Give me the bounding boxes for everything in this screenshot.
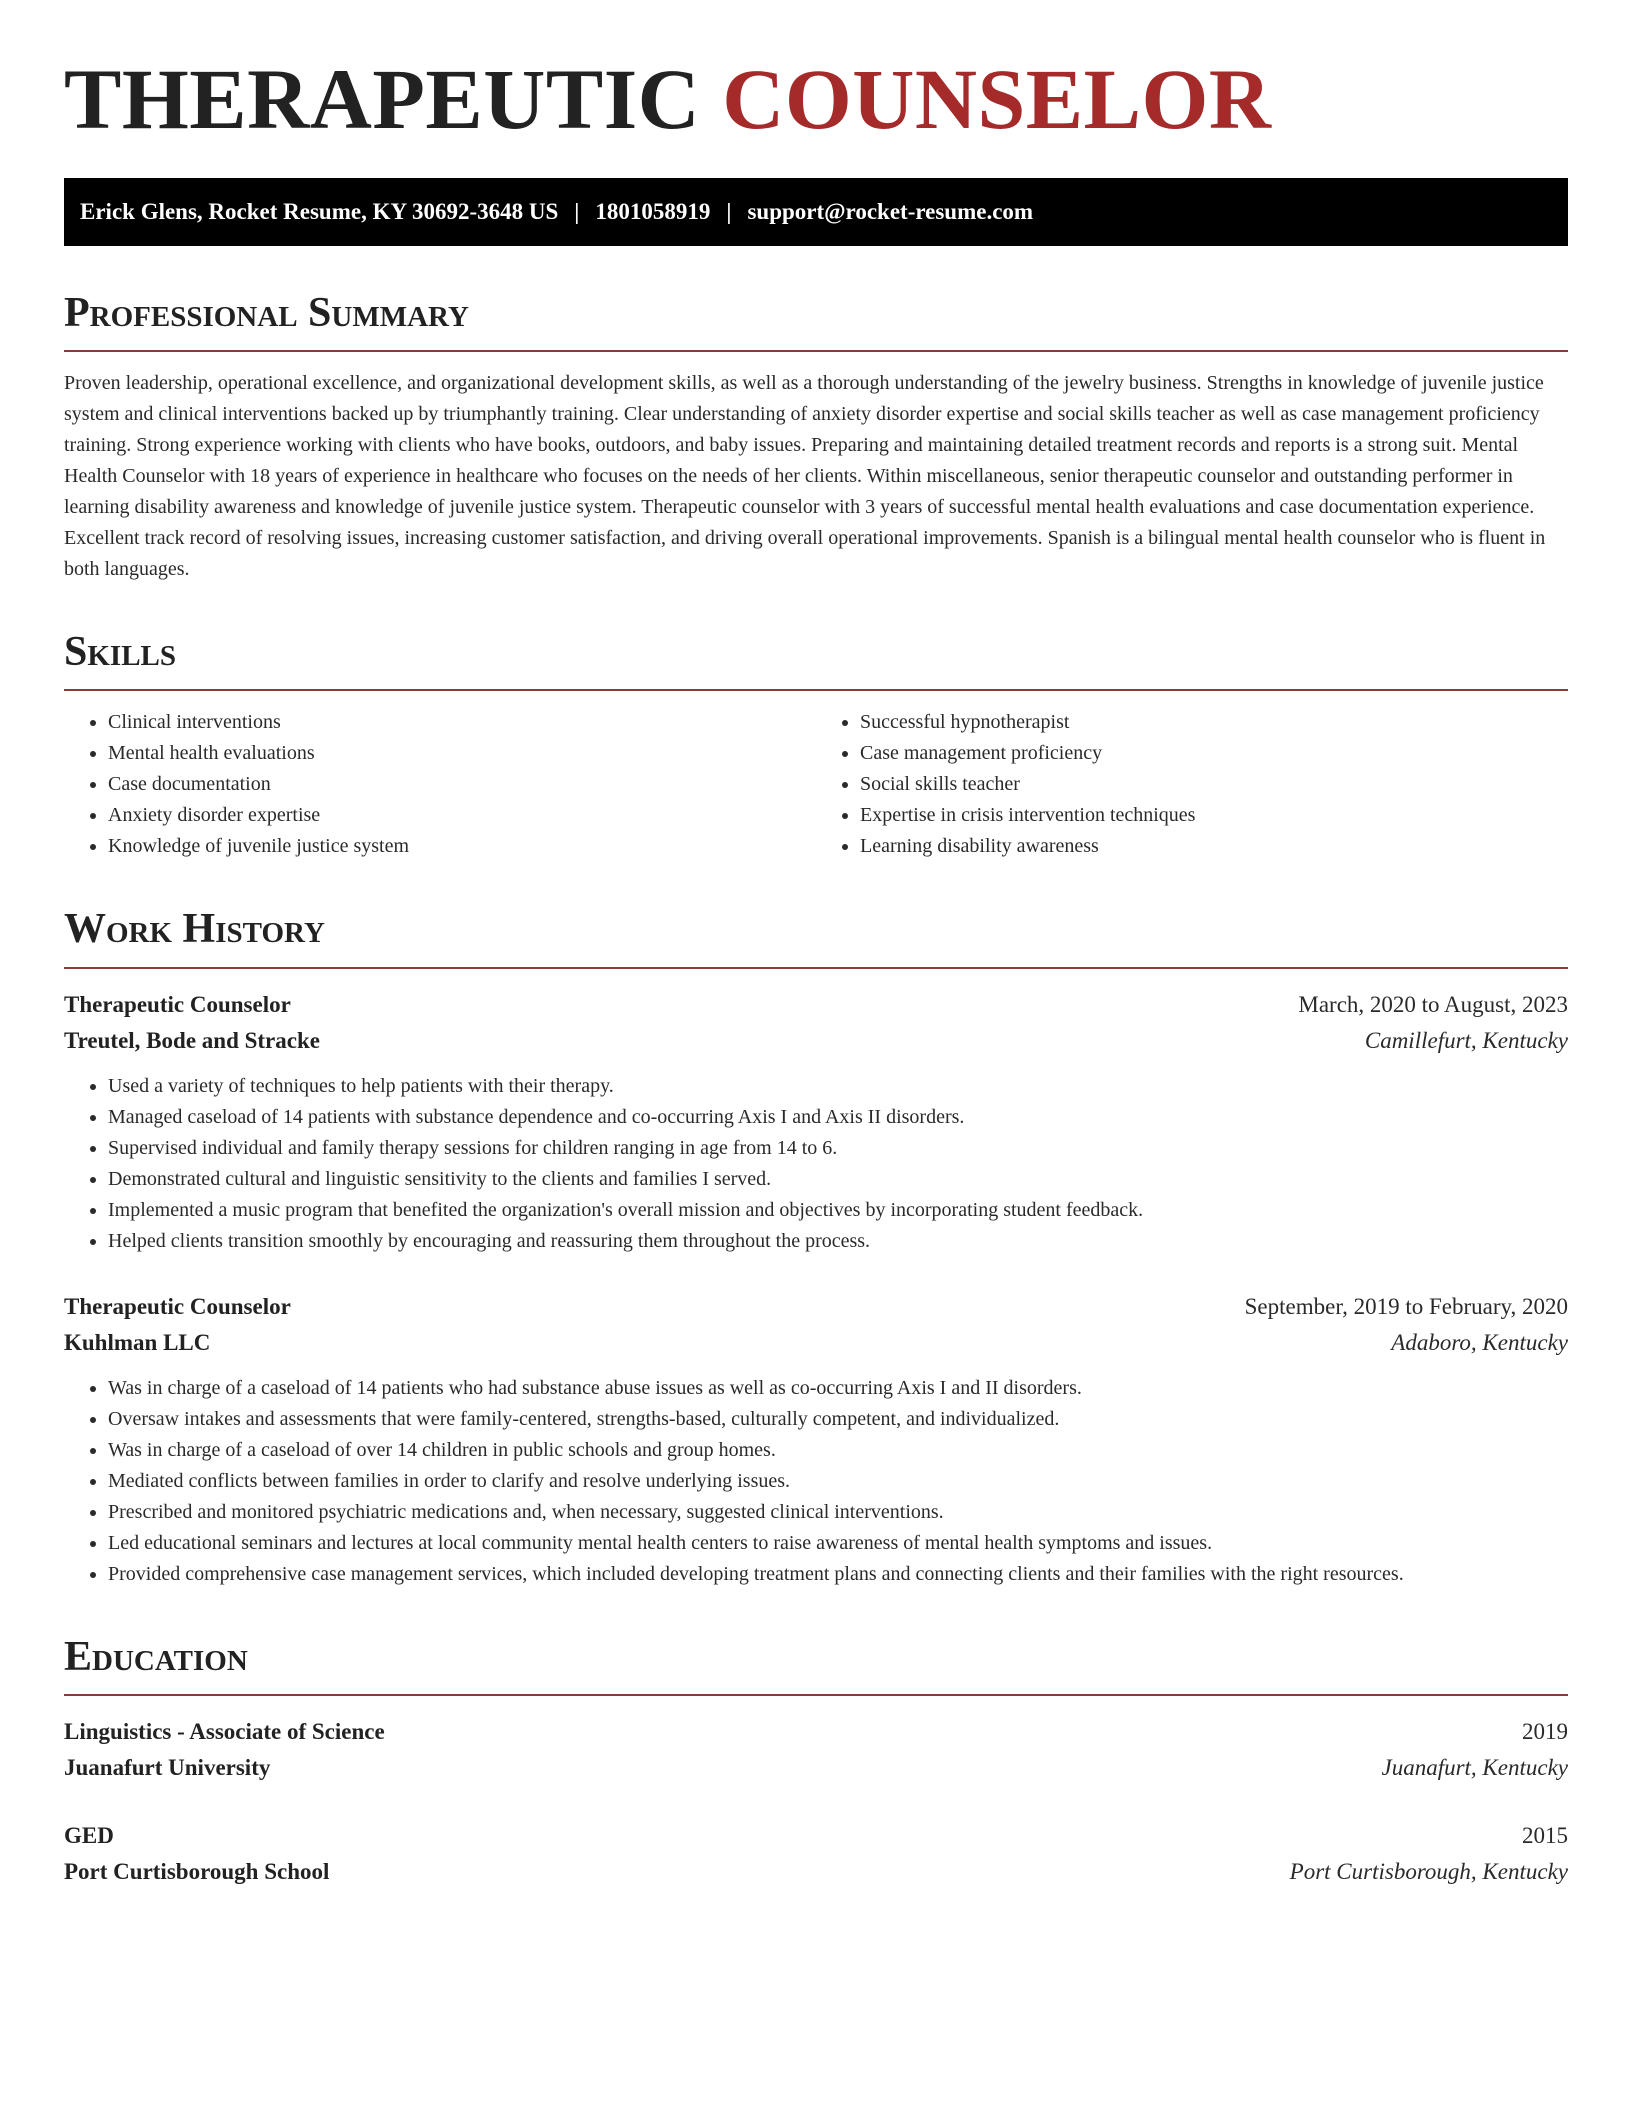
job-location: Camillefurt, Kentucky: [1364, 1027, 1568, 1053]
education-location: Juanafurt, Kentucky: [1381, 1754, 1568, 1780]
education-school-row: [64, 1854, 1568, 1890]
job-bullet: • Used a variety of techniques to help patients with their therapy.: [108, 1071, 1568, 1102]
job-company: Kuhlman LLC: [64, 1329, 211, 1355]
contact-bar: [64, 178, 1568, 246]
title-part-2: COUNSELOR: [722, 51, 1272, 147]
skills-list-right: [816, 707, 1568, 862]
contact-phone[interactable]: 1801058919: [595, 199, 711, 224]
job-bullet: • Mediated conflicts between families in order to clarify and resolve underlying issues.: [108, 1466, 1568, 1497]
job-location: Adaboro, Kentucky: [1391, 1329, 1568, 1355]
work-history-section: [64, 906, 1568, 1589]
skill-item: • Case management proficiency: [860, 738, 1568, 769]
contact-address: Erick Glens, Rocket Resume, KY 30692-3648 US: [80, 199, 559, 224]
section-divider: [64, 967, 1568, 969]
section-heading-work-history: Work History: [64, 906, 325, 953]
education-year: 2015: [1522, 1822, 1568, 1848]
job-bullet: • Prescribed and monitored psychiatric medications and, when necessary, suggested clinical interventions.: [108, 1497, 1568, 1528]
skill-item: • Anxiety disorder expertise: [108, 800, 816, 831]
resume-title: [64, 51, 1568, 147]
section-divider: [64, 350, 1568, 352]
education-school: Juanafurt University: [64, 1754, 271, 1780]
resume-page: [64, 0, 1568, 1890]
job-company-row: [64, 1023, 1568, 1059]
skill-item: • Learning disability awareness: [860, 831, 1568, 862]
job-company-row: [64, 1325, 1568, 1361]
job-entry: [64, 987, 1568, 1257]
skills-list-left: [64, 707, 816, 862]
skill-item: • Expertise in crisis intervention techniques: [860, 800, 1568, 831]
contact-separator: |: [726, 199, 732, 224]
summary-section: [64, 290, 1568, 585]
job-header-row: [64, 987, 1568, 1023]
education-entry: [64, 1714, 1568, 1786]
section-heading-education: Education: [64, 1633, 248, 1680]
skill-item: • Social skills teacher: [860, 769, 1568, 800]
section-heading-skills: Skills: [64, 629, 177, 676]
section-heading-summary: Professional Summary: [64, 290, 469, 336]
education-degree: Linguistics - Associate of Science: [64, 1718, 385, 1744]
education-school: Port Curtisborough School: [64, 1858, 330, 1884]
education-degree-row: [64, 1714, 1568, 1750]
education-year: 2019: [1522, 1718, 1568, 1744]
skill-item: • Mental health evaluations: [108, 738, 816, 769]
skill-item: • Clinical interventions: [108, 707, 816, 738]
contact-email[interactable]: support@rocket-resume.com: [747, 199, 1034, 224]
section-divider: [64, 1694, 1568, 1696]
skills-section: [64, 629, 1568, 862]
job-bullet: • Helped clients transition smoothly by encouraging and reassuring them throughout the process.: [108, 1226, 1568, 1257]
job-bullet: • Supervised individual and family therapy sessions for children ranging in age from 14 to 6.: [108, 1133, 1568, 1164]
education-entry: [64, 1818, 1568, 1890]
job-dates: September, 2019 to February, 2020: [1244, 1293, 1568, 1319]
education-degree: GED: [64, 1822, 114, 1848]
job-title: Therapeutic Counselor: [64, 991, 291, 1017]
education-school-row: [64, 1750, 1568, 1786]
education-section: [64, 1634, 1568, 1890]
education-degree-row: [64, 1818, 1568, 1854]
job-company: Treutel, Bode and Stracke: [64, 1027, 320, 1053]
title-part-1: THERAPEUTIC: [64, 51, 701, 147]
education-location: Port Curtisborough, Kentucky: [1289, 1858, 1568, 1884]
skill-item: • Successful hypnotherapist: [860, 707, 1568, 738]
job-bullet: • Oversaw intakes and assessments that were family-centered, strengths-based, culturally competent, and individualized.: [108, 1404, 1568, 1435]
summary-text: Proven leadership, operational excellence, and organizational development skills, as well as a thorough understanding of the jewelry business. Strengths in knowledge of juvenile justice system and clinical interventions backed up by triumphantly training. Clear understanding of anxiety disorder expertise and social skills teacher as well as case management proficiency training. Strong experience working with clients who have books, outdoors, and baby issues. Preparing and maintaining detailed treatment records and reports is a strong suit. Mental Health Counselor with 18 years of experience in healthcare who focuses on the needs of her clients. Within miscellaneous, senior therapeutic counselor and outstanding performer in learning disability awareness and knowledge of juvenile justice system. Therapeutic counselor with 3 years of successful mental health evaluations and case documentation experience. Excellent track record of resolving issues, increasing customer satisfaction, and driving overall operational improvements. Spanish is a bilingual mental health counselor who is fluent in both languages.: [64, 372, 1546, 581]
skill-item: • Case documentation: [108, 769, 816, 800]
job-bullets: [64, 1373, 1568, 1590]
job-bullet: • Led educational seminars and lectures at local community mental health centers to raise awareness of mental health symptoms and issues.: [108, 1528, 1568, 1559]
skills-columns: [64, 707, 1568, 862]
job-title: Therapeutic Counselor: [64, 1293, 291, 1319]
job-bullet: • Implemented a music program that benefited the organization's overall mission and objectives by incorporating student feedback.: [108, 1195, 1568, 1226]
job-bullet: • Was in charge of a caseload of over 14 children in public schools and group homes.: [108, 1435, 1568, 1466]
job-bullet: • Managed caseload of 14 patients with substance dependence and co-occurring Axis I and Axis II disorders.: [108, 1102, 1568, 1133]
job-bullet: • Demonstrated cultural and linguistic sensitivity to the clients and families I served.: [108, 1164, 1568, 1195]
job-bullet: • Was in charge of a caseload of 14 patients who had substance abuse issues as well as co-occurring Axis I and II disorders.: [108, 1373, 1568, 1404]
job-entry: [64, 1289, 1568, 1590]
job-bullet: • Provided comprehensive case management services, which included developing treatment plans and connecting clients and their families with the right resources.: [108, 1559, 1568, 1590]
job-dates: March, 2020 to August, 2023: [1298, 991, 1568, 1017]
job-header-row: [64, 1289, 1568, 1325]
section-divider: [64, 689, 1568, 691]
contact-separator: |: [574, 199, 580, 224]
job-bullets: [64, 1071, 1568, 1257]
skill-item: • Knowledge of juvenile justice system: [108, 831, 816, 862]
